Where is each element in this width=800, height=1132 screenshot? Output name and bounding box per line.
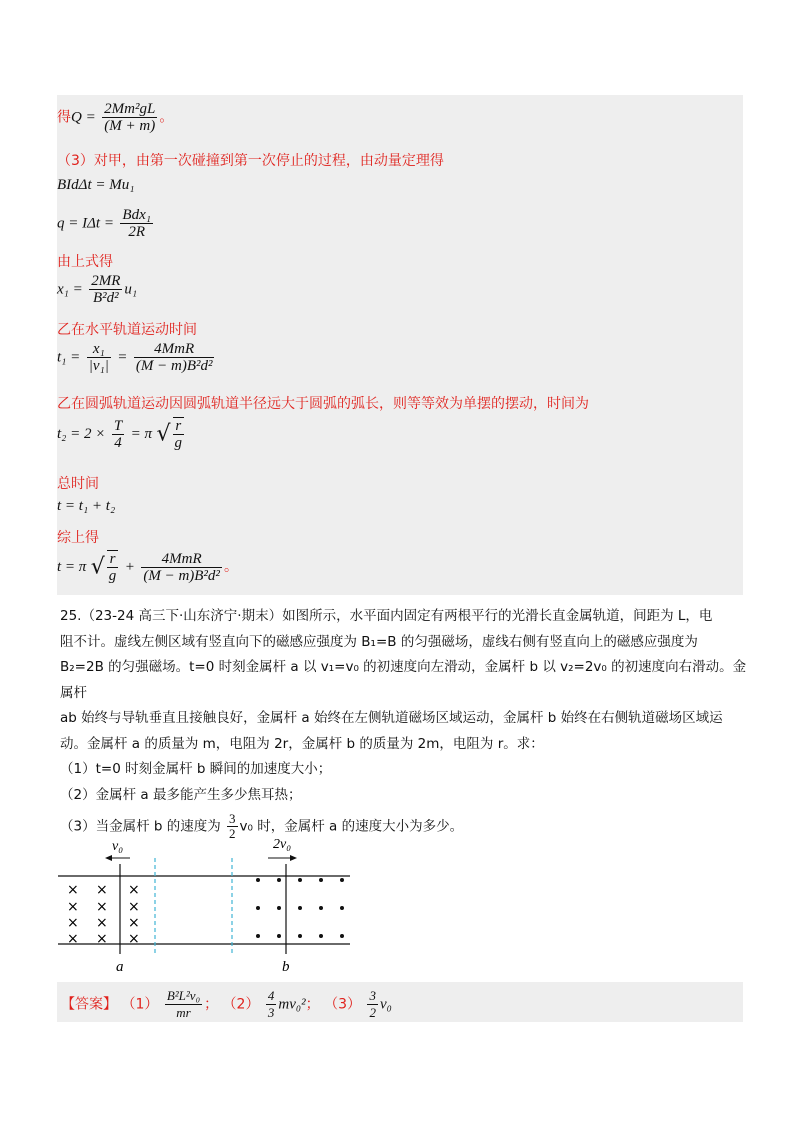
answer-3: $\frac{3}{2}$ xyxy=(369,988,376,1020)
arrow-2v0-head xyxy=(290,855,297,861)
magnetic-field-down xyxy=(67,882,140,947)
cross-symbol: × xyxy=(96,931,108,947)
cross-symbol: × xyxy=(128,882,140,898)
cross-symbol: × xyxy=(67,915,79,931)
question-3: （3）当金属杆 b 的速度为 $\frac{3}{2}$ v₀ 时，金属杆 a 的速度大小为多少。 xyxy=(60,811,464,841)
cross-symbol: × xyxy=(128,899,140,915)
problem-25 xyxy=(60,604,750,841)
total-label: 总时间 xyxy=(57,476,99,492)
problem-line: 25.（23-24 高三下·山东济宁·期末）如图所示，水平面内固定有两根平行的光滑长直金属轨道，间距为 L，电 xyxy=(60,608,713,624)
dot-symbol xyxy=(319,906,323,910)
sqrt: √ $\frac{r}{g}$ xyxy=(156,418,183,451)
cross-symbol: × xyxy=(67,882,79,898)
dot-symbol xyxy=(256,934,260,938)
dot-symbol xyxy=(298,906,302,910)
dot-symbol xyxy=(340,934,344,938)
arrow-v0-head xyxy=(105,855,112,861)
eq-total: t = t₁ + t₂ xyxy=(57,498,116,514)
eq-final: t = π √ $\frac{r}{g}$ + $\frac{\text{4MmR}}{\text{(M − m)B²d²}}$ 。 xyxy=(57,550,238,584)
dot-symbol xyxy=(319,934,323,938)
circuit-figure xyxy=(58,830,358,980)
dot-symbol xyxy=(256,906,260,910)
label-a: a xyxy=(116,959,124,975)
dot-symbol xyxy=(340,878,344,882)
dot-symbol xyxy=(298,934,302,938)
dot-symbol xyxy=(256,878,260,882)
derive-label: 由上式得 xyxy=(57,254,113,270)
fraction: $\frac{T}{4}$ xyxy=(113,417,123,451)
cross-symbol: × xyxy=(67,931,79,947)
part3-intro: （3）对甲，由第一次碰撞到第一次停止的过程，由动量定理得 xyxy=(57,153,444,169)
cross-symbol: × xyxy=(67,899,79,915)
question-1: （1）t=0 时刻金属杆 b 瞬间的加速度大小； xyxy=(60,761,332,777)
cross-symbol: × xyxy=(128,915,140,931)
eq-charge: q = IΔt = $\frac{\text{Bdx₁}}{2R}$ xyxy=(57,207,151,240)
problem-line: 动。金属杆 a 的质量为 m，电阻为 2r，金属杆 b 的质量为 2m，电阻为 r。求： xyxy=(60,735,544,752)
answer-2: $\frac{4}{3}$ xyxy=(267,988,275,1020)
label-2v0: 2v₀ xyxy=(273,837,292,852)
cross-symbol: × xyxy=(96,915,108,931)
answer-tag: 【答案】 xyxy=(61,996,117,1013)
sqrt: √ $\frac{r}{g}$ xyxy=(90,551,117,584)
eq-x1: x₁ = $\frac{2MR}{\text{B²d²}}$ u₁ xyxy=(57,273,138,306)
problem-line: ab 始终与导轨垂直且接触良好，金属杆 a 始终在左侧轨道磁场区域运动，金属杆 b 始终在右侧轨道磁场区域运 xyxy=(60,710,723,726)
cross-symbol: × xyxy=(96,882,108,898)
magnetic-field-up xyxy=(256,878,344,938)
horizontal-label: 乙在水平轨道运动时间 xyxy=(57,322,197,338)
answer-box: 【答案】 （1） $\frac{\text{B²L²v₀}}{mr}$ ； （2） $\frac{4}{3}$ mv₀²； （3） $\frac{3}{2}$ v₀ xyxy=(57,982,743,1022)
eq-t2: t₂ = 2 × $\frac{T}{4}$ = π √ $\frac{r}{g}$ xyxy=(57,417,186,451)
cross-symbol: × xyxy=(128,931,140,947)
dot-symbol xyxy=(277,934,281,938)
solution-panel xyxy=(57,95,743,595)
dot-symbol xyxy=(277,878,281,882)
label-v0: v₀ xyxy=(112,839,124,854)
fraction: $\frac{\text{2Mm²gL}}{(M + m)}$ xyxy=(104,101,156,134)
cross-symbol: × xyxy=(96,899,108,915)
arc-label: 乙在圆弧轨道运动因圆弧轨道半径远大于圆弧的弧长，则等等效为单摆的摆动，时间为 xyxy=(57,396,589,412)
dot-symbol xyxy=(277,906,281,910)
label-b: b xyxy=(282,959,290,975)
question-2: （2）金属杆 a 最多能产生多少焦耳热； xyxy=(60,786,302,803)
dot-symbol xyxy=(340,906,344,910)
fraction: $\frac{\text{4MmR}}{\text{(M − m)B²d²}}$ xyxy=(143,550,220,584)
dot-symbol xyxy=(298,878,302,882)
combine-label: 综上得 xyxy=(57,530,99,546)
answer-1: $\frac{\text{B²L²v₀}}{mr}$ xyxy=(166,988,201,1020)
fraction: $\frac{\text{Bdx₁}}{2R}$ xyxy=(122,207,151,240)
dot-symbol xyxy=(319,878,323,882)
result-q: 得Q = $\frac{\text{2Mm²gL}}{(M + m)}$ 。 xyxy=(57,101,174,134)
problem-line: B₂=2B 的匀强磁场。t=0 时刻金属杆 a 以 v₁=v₀ 的初速度向左滑动，金属杆 b 以 v₂=2v₀ 的初速度向右滑动。金属杆 xyxy=(60,659,747,701)
eq-momentum: BIdΔt = Mu₁ xyxy=(57,177,135,193)
fraction: $\frac{\text{4MmR}}{\text{(M − m)B²d²}}$ xyxy=(135,341,213,374)
eq-t1: t₁ = $\frac{\text{x₁}}{\text{|v₁|}}$ = $\frac{\text{4MmR}}{\text{(M − m)B²d²}}$ xyxy=(57,341,213,374)
fraction: $\frac{\text{x₁}}{\text{|v₁|}}$ xyxy=(88,341,109,374)
fraction: $\frac{2MR}{\text{B²d²}}$ xyxy=(91,273,121,306)
problem-line: 阻不计。虚线左侧区域有竖直向下的磁感应强度为 B₁=B 的匀强磁场，虚线右侧有竖直向上的磁感应强度为 xyxy=(60,633,698,650)
